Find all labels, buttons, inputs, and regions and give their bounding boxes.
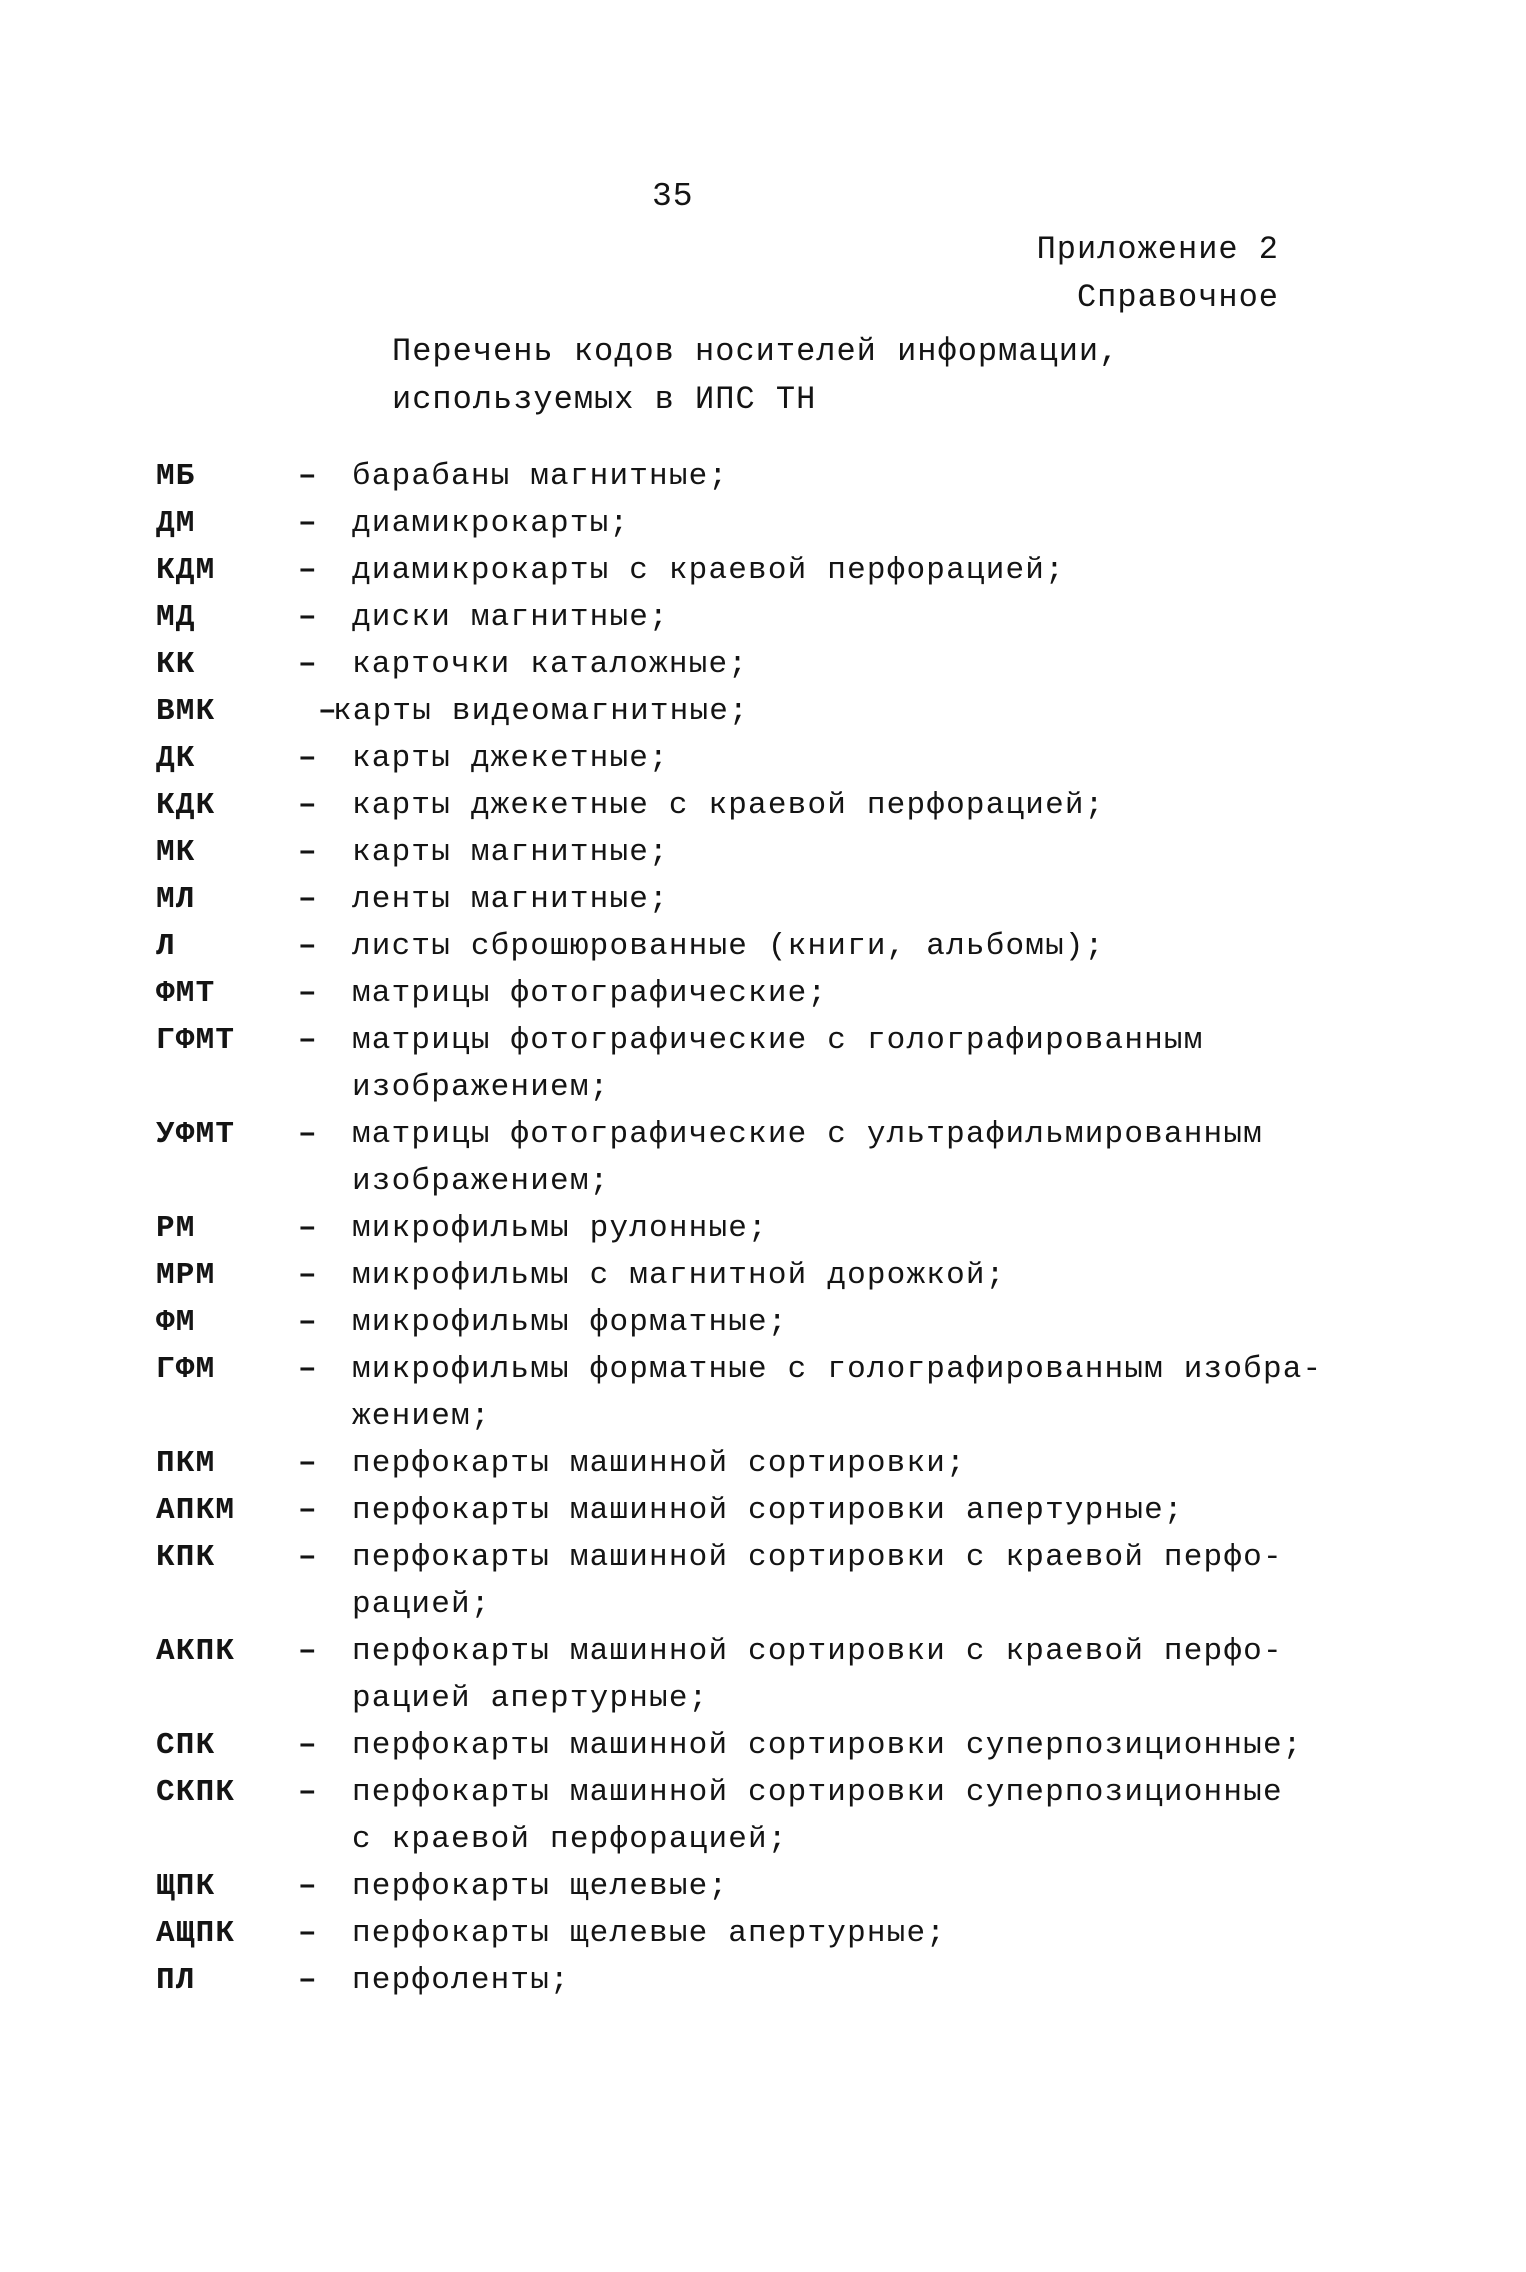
entry-code: ПКМ [156, 1446, 216, 1481]
entry-code: СКПК [156, 1775, 236, 1810]
list-item [156, 1534, 1336, 1628]
entry-dash: – [298, 1117, 318, 1152]
entry-code: ВМК [156, 694, 216, 729]
entry-definition: перфоленты; [352, 1963, 570, 1998]
appendix-number: Приложение 2 [1036, 231, 1279, 268]
entry-code: ПЛ [156, 1963, 196, 1998]
entry-definition: перфокарты машинной сортировки суперпозиционные [352, 1775, 1283, 1810]
entry-dash: – [298, 459, 318, 494]
entry-code: АКПК [156, 1634, 236, 1669]
entry-definition: микрофильмы форматные; [352, 1305, 788, 1340]
entry-definition: карты магнитные; [352, 835, 669, 870]
entry-definition: диамикрокарты; [352, 506, 630, 541]
list-item [156, 1769, 1336, 1863]
entry-definition: перфокарты щелевые; [352, 1869, 729, 1904]
entry-dash: – [298, 929, 318, 964]
entry-definition: карты джекетные; [352, 741, 669, 776]
list-item [156, 1299, 1336, 1346]
entry-code: ГФМТ [156, 1023, 236, 1058]
entry-dash: – [298, 600, 318, 635]
entry-definition: карточки каталожные; [352, 647, 749, 682]
entry-code: КПК [156, 1540, 216, 1575]
entry-definition: микрофильмы форматные с голографированным изобра- [352, 1352, 1323, 1387]
entry-definition: изображением; [352, 1070, 610, 1105]
list-item [156, 829, 1336, 876]
list-item [156, 1722, 1336, 1769]
entry-definition: матрицы фотографические с голографированным [352, 1023, 1204, 1058]
entry-dash: – [298, 788, 318, 823]
entry-code: ГФМ [156, 1352, 216, 1387]
entry-definition: матрицы фотографические с ультрафильмированным [352, 1117, 1263, 1152]
entry-definition: перфокарты машинной сортировки; [352, 1446, 966, 1481]
entry-code: ФМТ [156, 976, 216, 1011]
entry-dash: – [298, 741, 318, 776]
entry-dash: – [298, 1869, 318, 1904]
entry-definition: перфокарты машинной сортировки с краевой перфо- [352, 1540, 1283, 1575]
list-item [156, 1957, 1336, 2004]
list-item [156, 1017, 1336, 1111]
entry-dash: – [298, 1775, 318, 1810]
entry-code: МК [156, 835, 196, 870]
entry-definition: рацией апертурные; [352, 1681, 709, 1716]
list-item [156, 1252, 1336, 1299]
entry-dash: – [298, 506, 318, 541]
entry-definition: жением; [352, 1399, 491, 1434]
entry-definition: карты джекетные с краевой перфорацией; [352, 788, 1105, 823]
list-item [156, 500, 1336, 547]
entry-code: УФМТ [156, 1117, 236, 1152]
entry-code: МЛ [156, 882, 196, 917]
entry-dash: – [298, 1493, 318, 1528]
entry-dash: – [298, 1446, 318, 1481]
list-item [156, 876, 1336, 923]
entry-code: Л [156, 929, 176, 964]
appendix-type: Справочное [1076, 279, 1279, 316]
entry-definition: изображением; [352, 1164, 610, 1199]
entry-code: МРМ [156, 1258, 216, 1293]
title-line-1: Перечень кодов носителей информации, [392, 333, 1120, 370]
entry-dash: – [298, 1305, 318, 1340]
entry-dash: – [298, 1728, 318, 1763]
entry-dash: – [298, 1258, 318, 1293]
entry-code: АЩПК [156, 1916, 236, 1951]
entry-dash: – [298, 1211, 318, 1246]
entry-definition: диски магнитные; [352, 600, 669, 635]
entry-definition: ленты магнитные; [352, 882, 669, 917]
page-number: 35 [652, 178, 694, 215]
entry-definition: матрицы фотографические; [352, 976, 828, 1011]
entry-definition: перфокарты машинной сортировки с краевой перфо- [352, 1634, 1283, 1669]
list-item [156, 1346, 1336, 1440]
list-item [156, 1205, 1336, 1252]
list-item [156, 1910, 1336, 1957]
list-item [156, 735, 1336, 782]
list-item [156, 923, 1336, 970]
list-title [392, 328, 1119, 424]
list-item [156, 782, 1336, 829]
list-item [156, 594, 1336, 641]
entry-dash: – [298, 976, 318, 1011]
entry-definition: перфокарты щелевые апертурные; [352, 1916, 947, 1951]
entry-dash: – [298, 1540, 318, 1575]
list-item [156, 688, 1336, 735]
list-item [156, 1487, 1336, 1534]
entry-dash: – [318, 694, 338, 729]
entry-definition: перфокарты машинной сортировки апертурные; [352, 1493, 1184, 1528]
entry-dash: – [298, 882, 318, 917]
list-item [156, 970, 1336, 1017]
entry-code: МБ [156, 459, 196, 494]
entry-definition: листы сброшюрованные (книги, альбомы); [352, 929, 1105, 964]
entry-code: ФМ [156, 1305, 196, 1340]
entry-code: РМ [156, 1211, 196, 1246]
entry-code: КК [156, 647, 196, 682]
entry-definition: перфокарты машинной сортировки суперпозиционные; [352, 1728, 1303, 1763]
title-line-2: используемых в ИПС ТН [392, 381, 817, 418]
entry-definition: микрофильмы рулонные; [352, 1211, 768, 1246]
list-item [156, 1111, 1336, 1205]
list-item [156, 547, 1336, 594]
entry-definition: рацией; [352, 1587, 491, 1622]
entry-dash: – [298, 553, 318, 588]
appendix-label [1037, 226, 1279, 322]
entry-code: МД [156, 600, 196, 635]
entry-dash: – [298, 1916, 318, 1951]
entry-code: КДМ [156, 553, 216, 588]
entry-code: КДК [156, 788, 216, 823]
list-item [156, 1628, 1336, 1722]
entry-definition: карты видеомагнитные; [333, 694, 749, 729]
entry-dash: – [298, 1634, 318, 1669]
entry-code: АПКМ [156, 1493, 236, 1528]
list-item [156, 1863, 1336, 1910]
entry-definition: диамикрокарты с краевой перфорацией; [352, 553, 1065, 588]
list-item [156, 641, 1336, 688]
entry-dash: – [298, 1023, 318, 1058]
entry-dash: – [298, 647, 318, 682]
entry-dash: – [298, 835, 318, 870]
entry-definition: с краевой перфорацией; [352, 1822, 788, 1857]
list-item [156, 1440, 1336, 1487]
codes-list [156, 453, 1336, 2004]
entry-code: СПК [156, 1728, 216, 1763]
list-item [156, 453, 1336, 500]
entry-dash: – [298, 1352, 318, 1387]
entry-definition: микрофильмы с магнитной дорожкой; [352, 1258, 1006, 1293]
entry-code: ДМ [156, 506, 196, 541]
entry-dash: – [298, 1963, 318, 1998]
entry-code: ЩПК [156, 1869, 216, 1904]
entry-code: ДК [156, 741, 196, 776]
entry-definition: барабаны магнитные; [352, 459, 729, 494]
